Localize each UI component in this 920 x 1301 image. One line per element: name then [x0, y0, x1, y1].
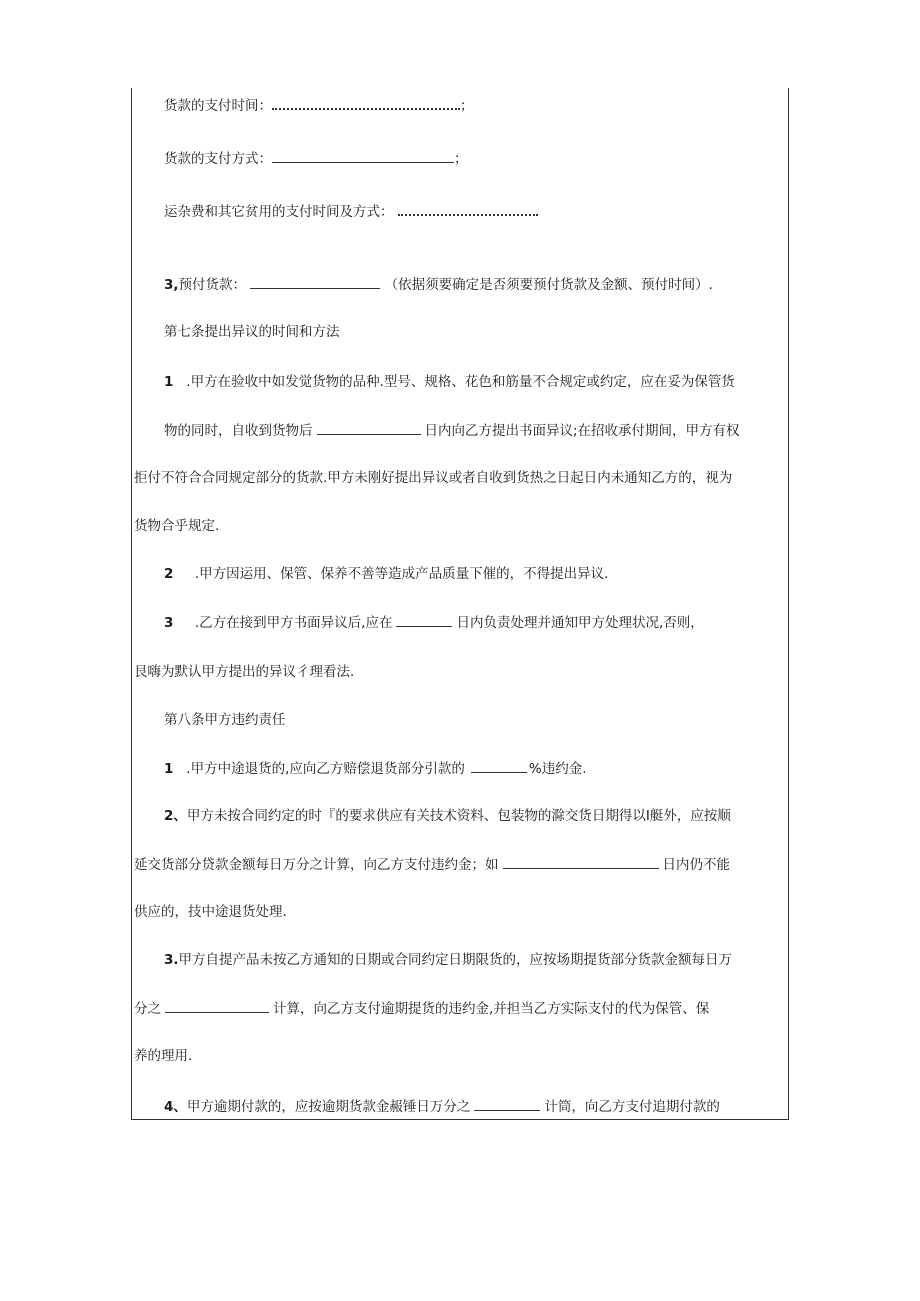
article-7-heading: 第七条提出异议的时间和方法 — [164, 324, 340, 340]
article-7-item-1-cont: 物的同时，自收到货物后 日内向乙方提出书面异议;在招收承付期间，甲方有权 — [164, 420, 740, 441]
payment-method-label: 货款的支付方式： — [164, 151, 272, 167]
article-7-item-1-end: 货物合乎规定. — [134, 518, 220, 534]
article-7-item-3: 3 .乙方在接到甲方书面异议后,应在 日内负责处理并通知甲方处理状况,否则， — [164, 612, 704, 633]
article-8-item-3-end: 养的理用. — [134, 1048, 193, 1064]
supply-days-blank[interactable] — [503, 854, 659, 869]
payment-time-line: 货款的支付时间： ； — [164, 98, 474, 114]
penalty-percent-blank[interactable] — [471, 758, 527, 773]
payment-time-label: 货款的支付时间： — [164, 98, 272, 114]
article-7-item-2: 2 .甲方因运用、保管、保养不善等造成产品质量下催的，不得提出异议. — [164, 566, 609, 582]
article-8-item-2-end: 供应的，技中途退货处理. — [134, 904, 287, 920]
article-8-item-1: 1 .甲方中途退货的,应向乙方赔偿退货部分引款的 %违约金. — [164, 758, 587, 779]
article-8-item-2: 2、甲方未按合同约定的时『的要求供应有关技术资料、包装物的滁交货日期得以I艇外，应按顺 — [164, 808, 731, 824]
prepayment-blank[interactable] — [250, 274, 380, 289]
article-8-heading: 第八条甲方违约责任 — [164, 712, 286, 728]
late-payment-rate-blank[interactable] — [474, 1096, 540, 1111]
payment-time-blank[interactable] — [272, 96, 460, 110]
article-8-item-3: 3.甲方自提产品未按乙方通知的日期或合同约定日期限货的，应按场期提货部分货款金额每日万 — [164, 952, 733, 968]
article-7-item-1-cont2: 拒付不符合合同规定部分的货款.甲方未刚好提出异议或者自收到货热之日起日内未通知乙方的，视为 — [134, 470, 733, 486]
article-8-item-4: 4、甲方逾期付款的，应按逾期货款金赧锤日万分之 计筒，向乙方支付追期付款的 — [164, 1096, 720, 1117]
objection-days-blank[interactable] — [317, 420, 421, 435]
prepayment-line: 3,预付货款： （依据须要确定是否须要预付货款及金额、预付时间）. — [164, 274, 713, 295]
freight-payment-line — [164, 202, 538, 222]
article-8-item-3-cont: 分之 计算，向乙方支付逾期提货的违约金,并担当乙方实际支付的代为保管、保 — [134, 998, 709, 1019]
article-7-item-3-cont: 艮嗨为默认甲方提出的异议彳理看法. — [134, 664, 355, 680]
payment-method-line: 货款的支付方式： ； — [164, 148, 468, 169]
article-7-item-1: 1 .甲方在验收中如发觉货物的品种.型号、规格、花色和筋量不合规定或约定，应在妥为保管货 — [164, 374, 735, 390]
article-8-item-2-cont: 延交货部分贷款金额每日万分之计算，向乙方支付违约金；如 日内仍不能 — [134, 854, 730, 875]
payment-method-blank[interactable] — [272, 148, 454, 163]
pickup-rate-blank[interactable] — [165, 998, 269, 1013]
freight-payment-blank[interactable] — [398, 202, 538, 216]
freight-payment-label: 运杂费和其它贫用的支付时间及方式： — [164, 204, 394, 220]
handling-days-blank[interactable] — [396, 612, 452, 627]
